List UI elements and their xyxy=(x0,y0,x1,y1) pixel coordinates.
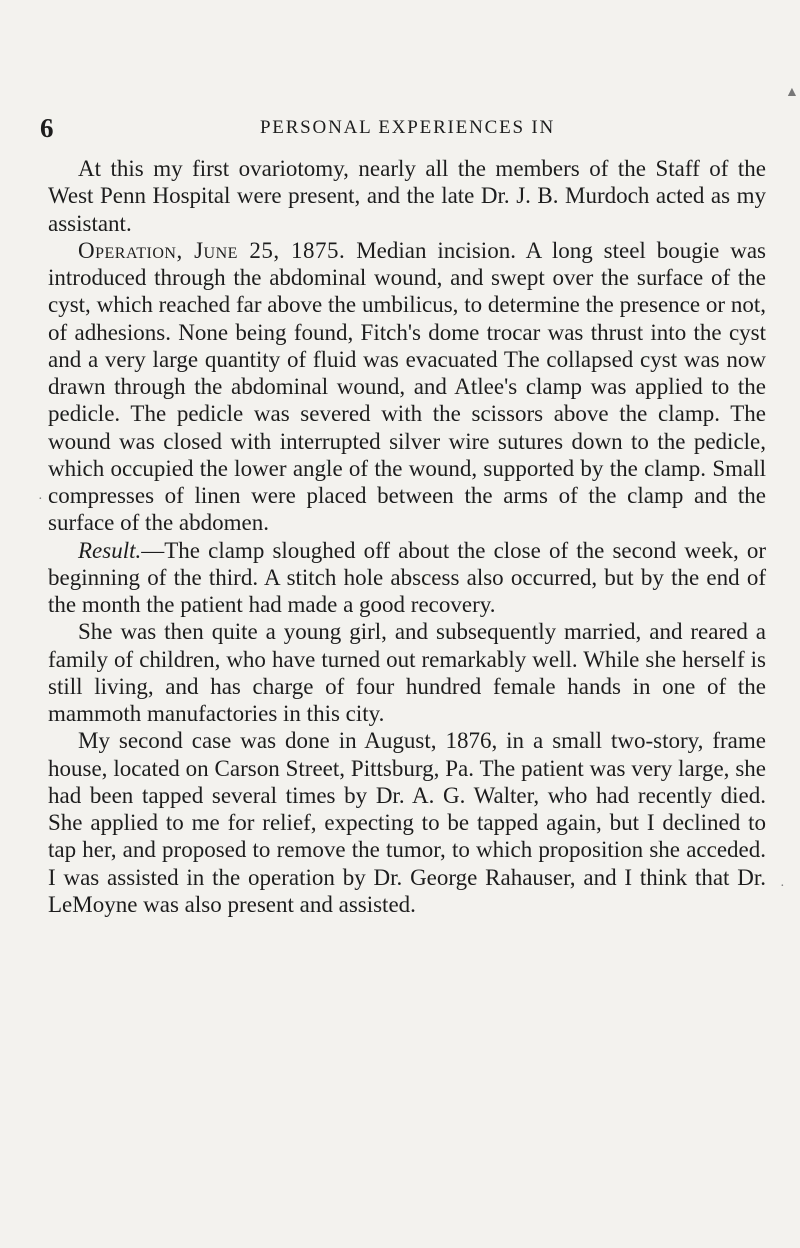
page-number: 6 xyxy=(40,113,54,143)
paragraph-result xyxy=(48,537,766,619)
paragraph-text: At this my first ovariotomy, nearly all the members of the Staff of the West Penn Hospital were present, and the late Dr. J. B. Murdoch acted as my assistant. xyxy=(48,156,766,236)
result-heading: Result. xyxy=(78,537,142,563)
operation-heading: Operation, June 25, 1875. xyxy=(78,237,346,263)
paragraph-text: She was then quite a young girl, and subsequently married, and reared a family of children, who have turned out remarkably well. While she herself is still living, and has charge of four hundred female hands in one of the mammoth manufactories in this city. xyxy=(48,619,766,726)
paragraph-second-case xyxy=(48,727,766,918)
paragraph-text: Median incision. A long steel bougie was introduced through the abdominal wound, and swept over the surface of the cyst, which reached far above the umbilicus, to determine the presence or not, of adhesions. None being found, Fitch's dome trocar was thrust into the cyst and a very large quantity of fluid was evacuated The collapsed cyst was now drawn through the abdominal wound, and Atlee's clamp was applied to the pedicle. The pedicle was severed with the scissors above the clamp. The wound was closed with interrupted silver wire sutures down to the pedicle, which occupied the lower angle of the wound, supported by the clamp. Small compresses of linen were placed between the arms of the clamp and the surface of the abdomen. xyxy=(48,237,766,536)
scan-speck: · xyxy=(38,492,43,507)
paragraph-operation xyxy=(48,237,766,537)
scan-speck: · xyxy=(780,879,785,894)
paragraph-patient-later-life xyxy=(48,618,766,727)
page-header xyxy=(40,113,775,143)
body-text xyxy=(48,155,766,918)
paragraph-text: —The clamp sloughed off about the close of the second week, or beginning of the third. A stitch hole abscess also occurred, but by the end of the month the patient had made a good recovery. xyxy=(48,537,766,617)
running-head: PERSONAL EXPERIENCES IN xyxy=(259,117,556,138)
paragraph-first-ovariotomy xyxy=(48,155,766,237)
paragraph-text: My second case was done in August, 1876, in a small two-story, frame house, located on Carson Street, Pittsburg, Pa. The patient was very large, she had been tapped several times by Dr. A. G. Walter, who had recently died. She applied to me for relief, expecting to be tapped again, but I declined to tap her, and proposed to remove the tumor, to which proposition she acceded. I was assisted in the operation by Dr. George Rahauser, and I think that Dr. LeMoyne was also present and assisted. xyxy=(48,728,766,917)
scan-speck: ▲ xyxy=(785,85,799,100)
